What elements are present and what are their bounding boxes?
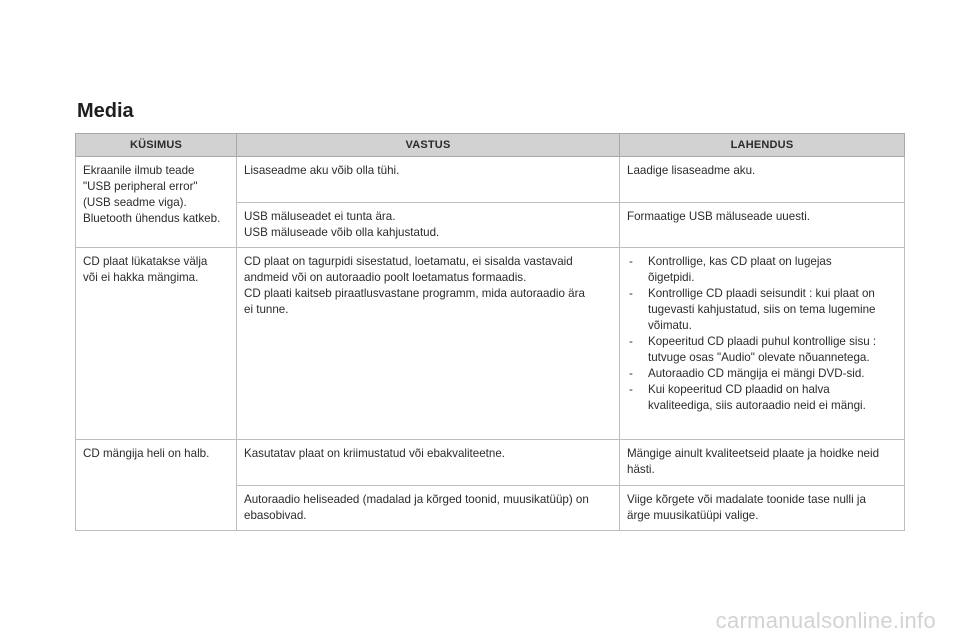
question-cell	[76, 157, 237, 248]
question-line: CD mängija heli on halb.	[83, 447, 210, 460]
answer-cell	[237, 203, 620, 248]
question-line: või ei hakka mängima.	[83, 271, 199, 284]
answer-line: ebasobivad.	[244, 509, 307, 522]
answer-line: andmeid või on autoraadio poolt loetamatus formaadis.	[244, 271, 527, 284]
solution-list-item	[627, 286, 897, 334]
solution-line: tugevasti kahjustatud, siis on tema lugemine	[648, 303, 876, 316]
question-cell	[76, 440, 237, 531]
solution-line: Viige kõrgete või madalate toonide tase nulli ja	[627, 493, 866, 506]
solution-line: hästi.	[627, 463, 655, 476]
answer-line: CD plaat on tagurpidi sisestatud, loetamatu, ei sisalda vastavaid	[244, 255, 573, 268]
answer-line: Lisaseadme aku võib olla tühi.	[244, 164, 400, 177]
solution-line: tutvuge osas "Audio" olevate nõuannetega.	[648, 351, 870, 364]
answer-cell	[237, 248, 620, 440]
solution-list-item	[627, 334, 897, 366]
solution-line: ärge muusikatüüpi valige.	[627, 509, 759, 522]
question-cell	[76, 248, 237, 440]
table-row	[76, 157, 905, 203]
solution-list-item	[627, 254, 897, 286]
solution-cell	[620, 248, 905, 440]
solution-list-item	[627, 366, 897, 382]
question-line: Bluetooth ühendus katkeb.	[83, 212, 221, 225]
answer-line: CD plaati kaitseb piraatlusvastane programm, mida autoraadio ära	[244, 287, 585, 300]
question-line: "USB peripheral error"	[83, 180, 198, 193]
answer-line: Autoraadio heliseaded (madalad ja kõrged toonid, muusikatüüp) on	[244, 493, 589, 506]
answer-cell	[237, 440, 620, 486]
solution-line: - Kontrollige CD plaadi seisundit : kui plaat on	[648, 287, 875, 300]
solution-line: Laadige lisaseadme aku.	[627, 164, 756, 177]
header-answer: VASTUS	[237, 134, 620, 157]
solution-line: Mängige ainult kvaliteetseid plaate ja hoidke neid	[627, 447, 880, 460]
answer-cell	[237, 157, 620, 203]
page-title: Media	[77, 100, 134, 122]
table-row	[76, 440, 905, 486]
header-solution: LAHENDUS	[620, 134, 905, 157]
question-line: CD plaat lükatakse välja	[83, 255, 208, 268]
watermark: carmanualsonline.info	[715, 608, 936, 633]
solution-line: - Kontrollige, kas CD plaat on lugejas	[648, 255, 832, 268]
solution-cell	[620, 203, 905, 248]
solution-cell	[620, 157, 905, 203]
solution-list-item	[627, 382, 897, 414]
solution-line: võimatu.	[648, 319, 692, 332]
solution-line: - Autoraadio CD mängija ei mängi DVD-sid.	[648, 367, 865, 380]
solution-cell	[620, 440, 905, 486]
solution-line: Formaatige USB mäluseade uuesti.	[627, 210, 811, 223]
solution-list	[627, 254, 897, 414]
solution-line: - Kopeeritud CD plaadi puhul kontrollige sisu :	[648, 335, 877, 348]
question-line: (USB seadme viga).	[83, 196, 187, 209]
table-header-row	[76, 134, 905, 157]
answer-cell	[237, 486, 620, 531]
solution-line: - Kui kopeeritud CD plaadid on halva	[648, 383, 830, 396]
answer-line: Kasutatav plaat on kriimustatud või ebakvaliteetne.	[244, 447, 506, 460]
header-question: KÜSIMUS	[76, 134, 237, 157]
question-line: Ekraanile ilmub teade	[83, 164, 195, 177]
troubleshooting-table	[75, 133, 905, 531]
answer-line: USB mäluseade võib olla kahjustatud.	[244, 226, 440, 239]
solution-line: õigetpidi.	[648, 271, 695, 284]
solution-cell	[620, 486, 905, 531]
answer-line: USB mäluseadet ei tunta ära.	[244, 210, 396, 223]
table-row	[76, 248, 905, 440]
answer-line: ei tunne.	[244, 303, 289, 316]
solution-line: kvaliteediga, siis autoraadio neid ei mängi.	[648, 399, 866, 412]
